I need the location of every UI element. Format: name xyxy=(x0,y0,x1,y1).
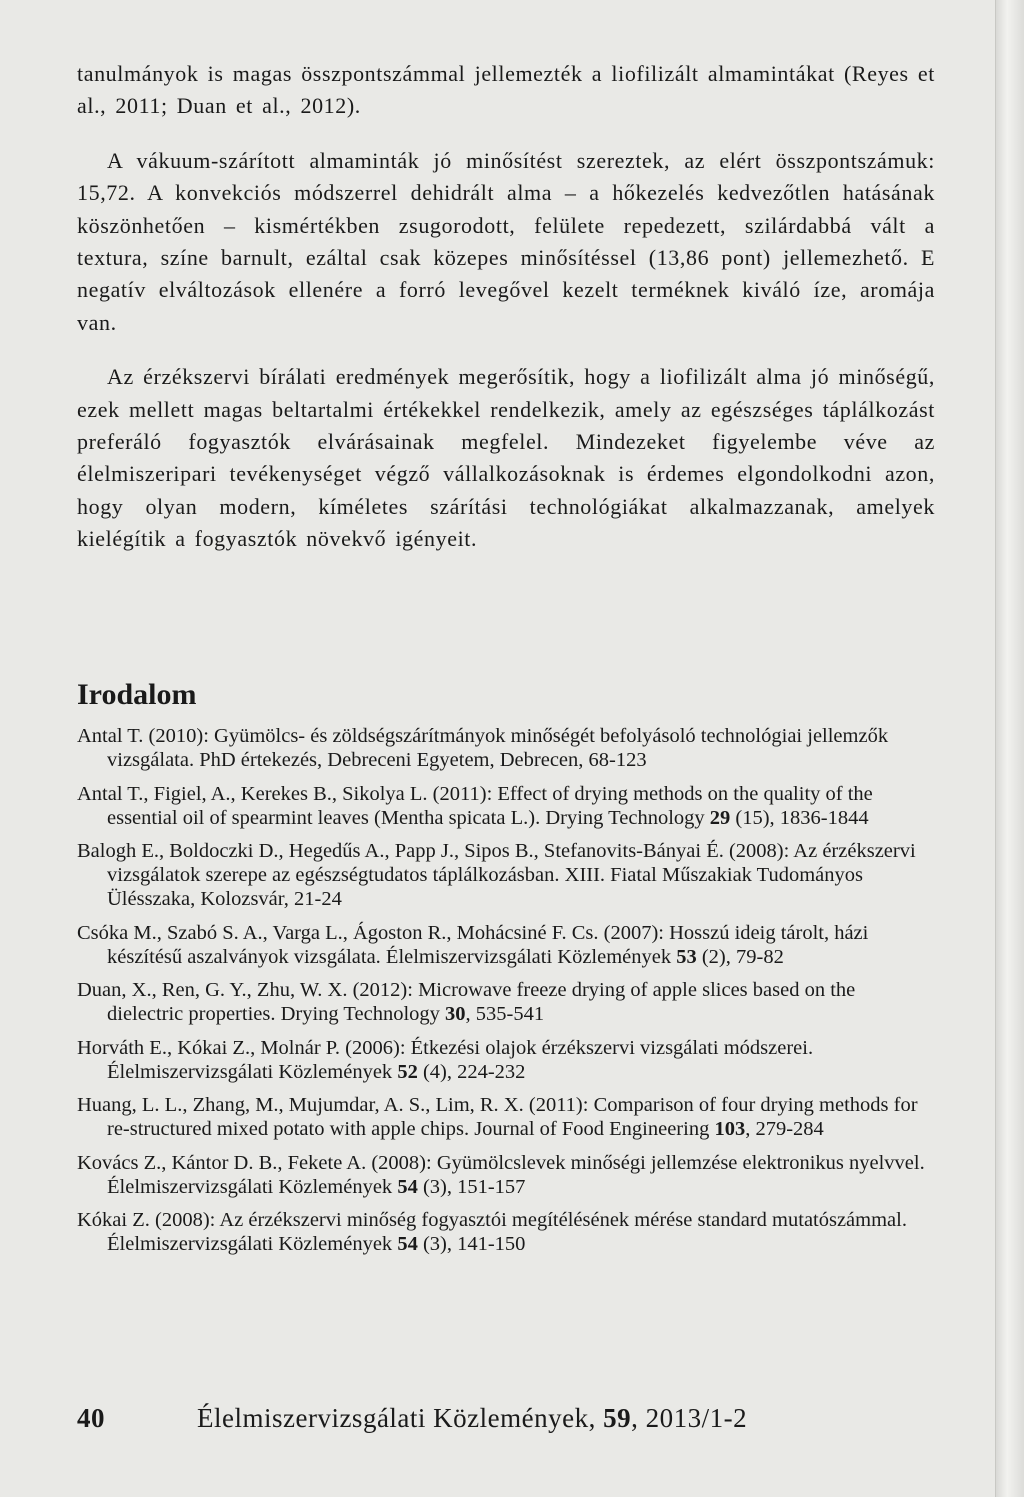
reference-item: Duan, X., Ren, G. Y., Zhu, W. X. (2012): Microwave freeze drying of apple slices based on the dielectric properties. Drying Technology 30, 535-541 xyxy=(77,979,856,1025)
page-footer xyxy=(77,1403,935,1434)
reference-item: Huang, L. L., Zhang, M., Mujumdar, A. S., Lim, R. X. (2011): Comparison of four drying methods for re-structured mixed potato with apple chips. Journal of Food Engineering 103, 279-284 xyxy=(77,1094,918,1140)
paragraph-3: Az érzékszervi bírálati eredmények megerősítik, hogy a liofilizált alma jó minőségű, ezek mellett magas beltartalmi értékekkel rendelkezik, amely az egészséges táplálkozást preferáló fogyasztók elvárásainak megfelel. Mindezeket figyelembe véve az élelmiszeripari tevékenységet végző vállalkozásoknak is érdemes elgondolkodni azon, hogy olyan modern, kíméletes szárítási technológiákat alkalmazzanak, amelyek kielégítik a fogyasztók növekvő igényeit. xyxy=(77,364,935,552)
reference-list xyxy=(77,724,935,1266)
reference-item: Horváth E., Kókai Z., Molnár P. (2006): Étkezési olajok érzékszervi vizsgálati módszerei. Élelmiszervizsgálati Közlemények 52 (4), 224-232 xyxy=(77,1036,814,1083)
page-number: 40 xyxy=(77,1403,105,1433)
reference-item: Antal T., Figiel, A., Kerekes B., Sikolya L. (2011): Effect of drying methods on the quality of the essential oil of spearmint leaves (Mentha spicata L.). Drying Technology 29 (15), 1836-1844 xyxy=(77,782,873,829)
paragraph-1: tanulmányok is magas összpontszámmal jellemezték a liofilizált almamintákat (Reyes et al., 2011; Duan et al., 2012). xyxy=(77,61,935,119)
section-heading: Irodalom xyxy=(77,678,197,711)
body-text xyxy=(77,58,935,556)
paragraph-2: A vákuum-szárított almaminták jó minősítést szereztek, az elért összpontszámuk: 15,72. A konvekciós módszerrel dehidrált alma – a hőkezelés kedvezőtlen hatásának köszönhetően – kismértékben zsugorodott, felülete repedezett, szilárdabbá vált a textura, színe barnult, ezáltal csak közepes minősítéssel (13,86 pont) jellemezhető. E negatív elváltozások ellenére a forró levegővel kezelt terméknek kiváló íze, aromája van. xyxy=(77,147,935,335)
reference-item: Antal T. (2010): Gyümölcs- és zöldségszárítmányok minőségét befolyásoló technológiai jellemzők vizsgálata. PhD értekezés, Debreceni Egyetem, Debrecen, 68-123 xyxy=(77,725,889,771)
reference-item: Kovács Z., Kántor D. B., Fekete A. (2008): Gyümölcslevek minőségi jellemzése elektronikus nyelvvel. Élelmiszervizsgálati Közlemények 54 (3), 151-157 xyxy=(77,1151,925,1198)
journal-citation: Élelmiszervizsgálati Közlemények, 59, 2013/1-2 xyxy=(197,1403,748,1433)
reference-item: Csóka M., Szabó S. A., Varga L., Ágoston R., Mohácsiné F. Cs. (2007): Hosszú ideig tárolt, házi készítésű aszalványok vizsgálata. Élelmiszervizsgálati Közlemények 53 (2), 79-82 xyxy=(77,921,869,968)
reference-item: Kókai Z. (2008): Az érzékszervi minőség fogyasztói megítélésének mérése standard mutatószámmal. Élelmiszervizsgálati Közlemények 54 (3), 141-150 xyxy=(77,1209,907,1255)
reference-item: Balogh E., Boldoczki D., Hegedűs A., Papp J., Sipos B., Stefanovits-Bányai É. (2008): Az érzékszervi vizsgálatok szerepe az egészségtudatos táplálkozásban. XIII. Fiatal Műszakiak Tudományos Ülésszaka, Kolozsvár, 21-24 xyxy=(77,840,916,910)
page-edge xyxy=(995,0,1024,1497)
